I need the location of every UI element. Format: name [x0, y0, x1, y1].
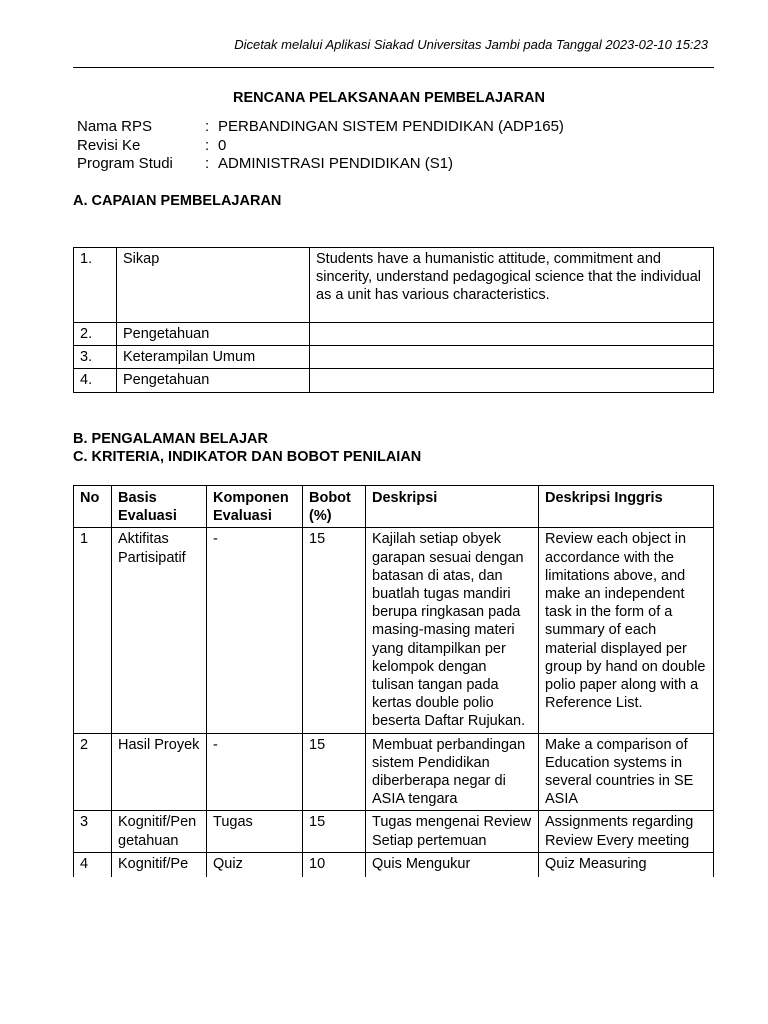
- cell-no: 2: [74, 733, 112, 811]
- meta-value: 0: [218, 136, 227, 154]
- meta-row-revisi: [77, 137, 564, 156]
- meta-sep: :: [205, 155, 210, 172]
- cell-desc: Tugas mengenai Review Setiap pertemuan: [366, 811, 539, 852]
- print-timestamp-line: Dicetak melalui Aplikasi Siakad Universitas Jambi pada Tanggal 2023-02-10 15:23: [234, 37, 708, 52]
- cell-name: Pengetahuan: [117, 369, 310, 392]
- header-divider: [73, 67, 714, 68]
- cell-desc: [310, 323, 714, 346]
- table-row: [74, 733, 714, 811]
- table-row: [74, 528, 714, 733]
- cell-name: Pengetahuan: [117, 323, 310, 346]
- cell-komponen: -: [207, 733, 303, 811]
- meta-key: Revisi Ke: [77, 136, 141, 154]
- rps-meta-info: [77, 118, 564, 174]
- meta-key: Program Studi: [77, 155, 173, 172]
- cell-desc: Membuat perbandingan sistem Pendidikan diberberapa negar di ASIA tengara: [366, 733, 539, 811]
- header-basis-evaluasi: Basis Evaluasi: [112, 486, 207, 528]
- cell-desc: [310, 346, 714, 369]
- cell-desc: Kajilah setiap obyek garapan sesuai dengan batasan di atas, dan buatlah tugas mandiri berupa ringkasan pada masing-masing materi yang ditampilkan per kelompok dengan tulisan tangan pada kertas double polio beserta Daftar Rujukan.: [366, 528, 539, 733]
- cell-no: 2.: [74, 323, 117, 346]
- table-row: [74, 248, 714, 323]
- cell-desc: Students have a humanistic attitude, commitment and sincerity, understand pedagogical science that the individual as a unit has various characteristics.: [310, 248, 714, 323]
- cell-bobot: 15: [303, 811, 366, 852]
- cell-no: 3.: [74, 346, 117, 369]
- meta-value: PERBANDINGAN SISTEM PENDIDIKAN (ADP165): [218, 118, 564, 135]
- cell-basis: Aktifitas Partisipatif: [112, 528, 207, 733]
- cell-basis: Kognitif/Pengetahuan: [112, 811, 207, 852]
- document-title: RENCANA PELAKSANAAN PEMBELAJARAN: [232, 90, 546, 106]
- cell-basis: Kognitif/Pe: [112, 852, 207, 877]
- section-b-heading: B. PENGALAMAN BELAJAR: [73, 431, 268, 447]
- table-row: [74, 852, 714, 877]
- table-header-row: [74, 486, 714, 528]
- cell-desc: [310, 369, 714, 392]
- table-row: [74, 369, 714, 392]
- cell-desc-en: Make a comparison of Education systems in several countries in SE ASIA: [539, 733, 714, 811]
- cell-komponen: Tugas: [207, 811, 303, 852]
- meta-row-program-studi: [77, 155, 564, 174]
- table-row: [74, 811, 714, 852]
- section-c-heading: C. KRITERIA, INDIKATOR DAN BOBOT PENILAIAN: [73, 449, 422, 465]
- header-deskripsi: Deskripsi: [366, 486, 539, 528]
- meta-key: Nama RPS: [77, 118, 153, 135]
- capaian-table: [73, 247, 714, 393]
- cell-basis: Hasil Proyek: [112, 733, 207, 811]
- cell-desc-en: Quiz Measuring: [539, 852, 714, 877]
- meta-sep: :: [205, 136, 210, 154]
- meta-value: ADMINISTRASI PENDIDIKAN (S1): [218, 155, 454, 172]
- header-deskripsi-inggris: Deskripsi Inggris: [539, 486, 714, 528]
- header-bobot: Bobot (%): [303, 486, 366, 528]
- cell-desc-en: Review each object in accordance with the limitations above, and make an independent task in the form of a summary of each material displayed per group by hand on double polio paper along with a Reference List.: [539, 528, 714, 733]
- cell-bobot: 15: [303, 733, 366, 811]
- cell-no: 1.: [74, 248, 117, 323]
- header-no: No: [74, 486, 112, 528]
- cell-desc-en: Assignments regarding Review Every meeting: [539, 811, 714, 852]
- meta-sep: :: [205, 118, 210, 135]
- cell-desc: Quis Mengukur: [366, 852, 539, 877]
- meta-row-nama-rps: [77, 118, 564, 137]
- cell-no: 4.: [74, 369, 117, 392]
- cell-komponen: -: [207, 528, 303, 733]
- cell-no: 4: [74, 852, 112, 877]
- cell-bobot: 10: [303, 852, 366, 877]
- cell-name: Sikap: [117, 248, 310, 323]
- cell-no: 1: [74, 528, 112, 733]
- cell-komponen: Quiz: [207, 852, 303, 877]
- table-row: [74, 346, 714, 369]
- header-komponen-evaluasi: Komponen Evaluasi: [207, 486, 303, 528]
- section-a-heading: A. CAPAIAN PEMBELAJARAN: [73, 193, 282, 209]
- cell-name: Keterampilan Umum: [117, 346, 310, 369]
- cell-no: 3: [74, 811, 112, 852]
- kriteria-table: [73, 485, 714, 877]
- cell-bobot: 15: [303, 528, 366, 733]
- table-row: [74, 323, 714, 346]
